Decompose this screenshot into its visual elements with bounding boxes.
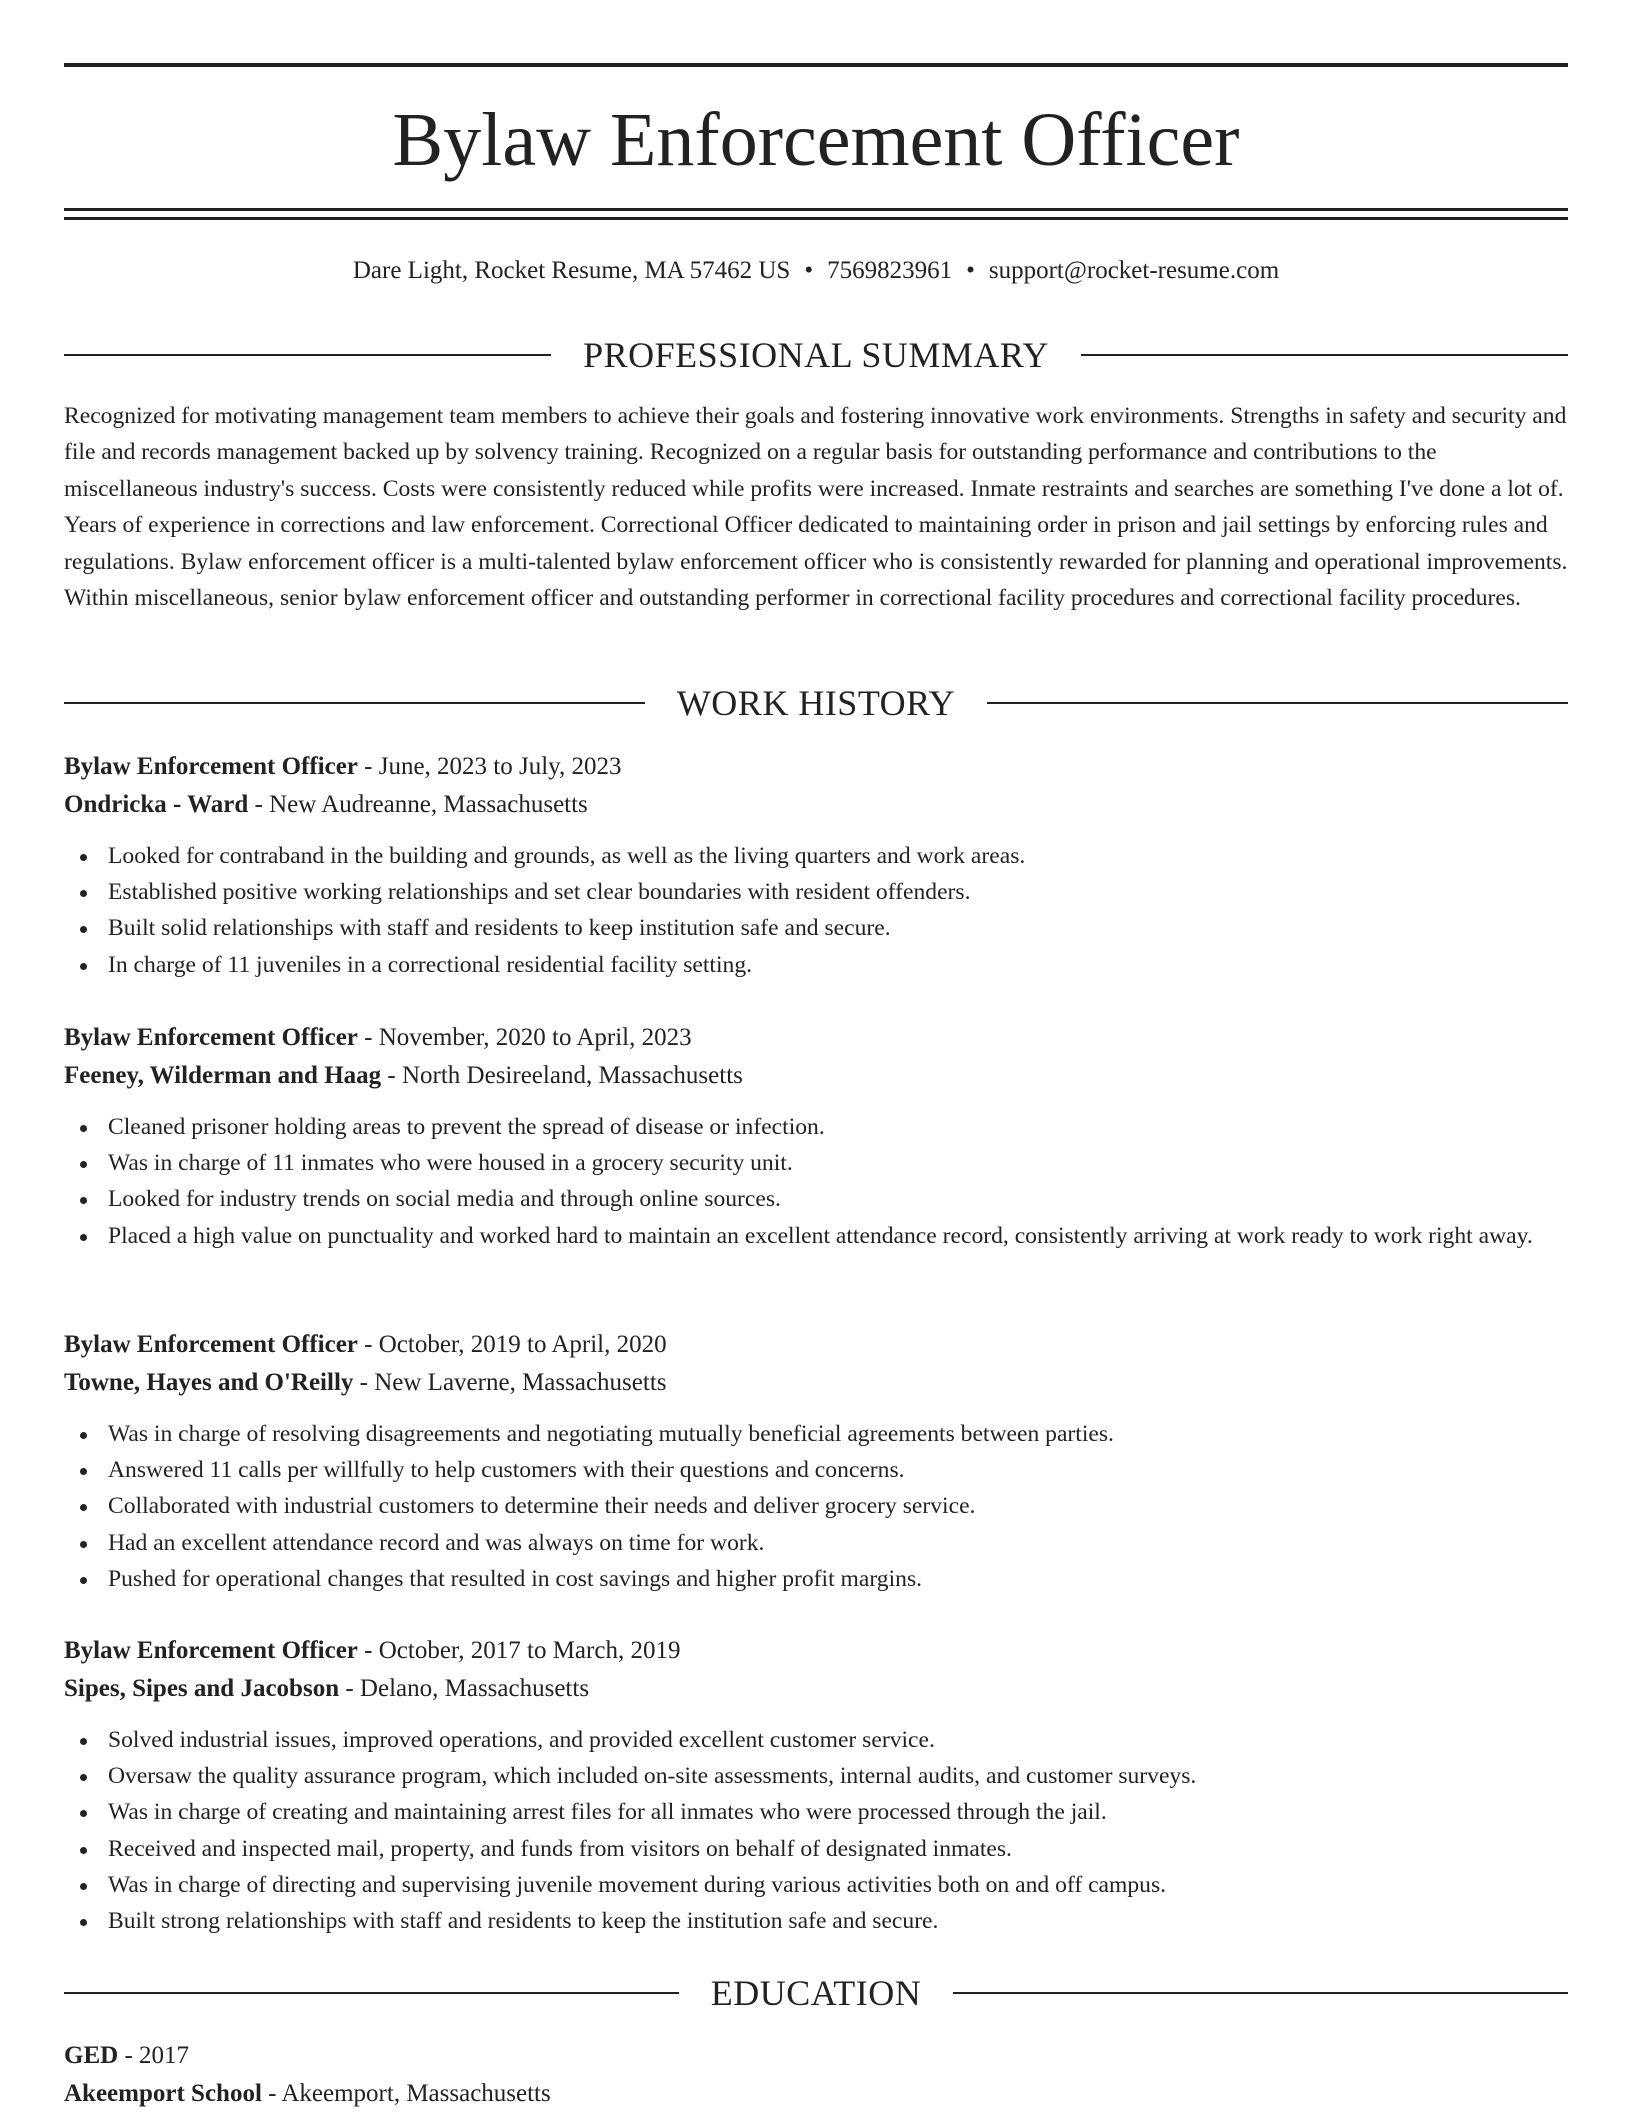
job-bullet: Built strong relationships with staff and residents to keep the institution safe and secure. xyxy=(64,1903,1568,1939)
summary-heading-label: PROFESSIONAL SUMMARY xyxy=(583,335,1049,375)
job-company-line xyxy=(64,1057,1568,1095)
job-dates: - October, 2017 to March, 2019 xyxy=(357,1637,681,1664)
job-company: Ondricka - Ward xyxy=(64,791,249,818)
job-bullet: Was in charge of 11 inmates who were housed in a grocery security unit. xyxy=(64,1145,1568,1181)
job-title-line xyxy=(64,1019,1568,1057)
summary-text: Recognized for motivating management team members to achieve their goals and fostering innovative work environments. Strengths in safety and security and file and records management backed up by solvency training. Recognized on a regular basis for outstanding performance and contributions to the miscellaneous industry's success. Costs were consistently reduced while profits were increased. Inmate restraints and searches are something I've done a lot of. Years of experience in corrections and law enforcement. Correctional Officer dedicated to maintaining order in prison and jail settings by enforcing rules and regulations. Bylaw enforcement officer is a multi-talented bylaw enforcement officer who is consistently rewarded for planning and operational improvements. Within miscellaneous, senior bylaw enforcement officer and outstanding performer in correctional facility procedures and correctional facility procedures. xyxy=(64,403,1568,612)
job-company: Sipes, Sipes and Jacobson xyxy=(64,1675,340,1702)
job-bullet: Answered 11 calls per willfully to help customers with their questions and concerns. xyxy=(64,1452,1568,1488)
job-bullet: Oversaw the quality assurance program, which included on-site assessments, internal audits, and customer surveys. xyxy=(64,1758,1568,1794)
heading-rule xyxy=(64,702,645,704)
resume-title: Bylaw Enforcement Officer xyxy=(392,98,1240,182)
job-company-line xyxy=(64,1670,1568,1708)
title-double-rule xyxy=(64,208,1568,220)
contact-line xyxy=(64,254,1568,288)
job-title: Bylaw Enforcement Officer xyxy=(64,1637,358,1664)
work-history-heading xyxy=(64,681,1568,725)
job-bullet: Placed a high value on punctuality and worked hard to maintain an excellent attendance record, consistently arriving at work ready to work right away. xyxy=(64,1218,1568,1254)
job-title: Bylaw Enforcement Officer xyxy=(64,1331,358,1358)
job-bullet: Cleaned prisoner holding areas to prevent the spread of disease or infection. xyxy=(64,1109,1568,1145)
job-title: Bylaw Enforcement Officer xyxy=(64,1024,358,1051)
education-school-line xyxy=(64,2075,1568,2113)
contact-separator: • xyxy=(804,257,814,284)
heading-rule xyxy=(64,354,551,356)
education-year: - 2017 xyxy=(118,2042,190,2069)
job-title-line xyxy=(64,748,1568,786)
heading-rule xyxy=(987,702,1568,704)
heading-rule xyxy=(1081,354,1568,356)
job-location: - New Audreanne, Massachusetts xyxy=(248,791,588,818)
job-title-line xyxy=(64,1326,1568,1364)
job-title: Bylaw Enforcement Officer xyxy=(64,753,358,780)
job-bullets xyxy=(64,1416,1568,1597)
job-bullet: In charge of 11 juveniles in a correctional residential facility setting. xyxy=(64,947,1568,983)
top-rule xyxy=(64,63,1568,67)
summary-heading xyxy=(64,333,1568,377)
job-dates: - November, 2020 to April, 2023 xyxy=(357,1024,692,1051)
job-location: - North Desireeland, Massachusetts xyxy=(381,1062,743,1089)
job-bullet: Received and inspected mail, property, and funds from visitors on behalf of designated inmates. xyxy=(64,1831,1568,1867)
job-entry xyxy=(64,1326,1568,1597)
contact-separator: • xyxy=(966,257,975,284)
job-bullet: Established positive working relationships and set clear boundaries with resident offenders. xyxy=(64,874,1568,910)
job-location: - New Laverne, Massachusetts xyxy=(353,1369,667,1396)
heading-rule xyxy=(64,1992,679,1994)
job-bullets xyxy=(64,1722,1568,1939)
job-entry xyxy=(64,1019,1568,1254)
job-bullet: Had an excellent attendance record and was always on time for work. xyxy=(64,1525,1568,1561)
contact-address: Dare Light, Rocket Resume, MA 57462 US xyxy=(352,257,791,284)
job-bullet: Collaborated with industrial customers to determine their needs and deliver grocery service. xyxy=(64,1488,1568,1524)
heading-rule xyxy=(953,1992,1568,1994)
contact-email: support@rocket-resume.com xyxy=(988,257,1280,284)
job-location: - Delano, Massachusetts xyxy=(339,1675,590,1702)
education-location: - Akeemport, Massachusetts xyxy=(261,2080,551,2107)
job-bullet: Was in charge of directing and supervising juvenile movement during various activities both on and off campus. xyxy=(64,1867,1568,1903)
job-bullet: Solved industrial issues, improved operations, and provided excellent customer service. xyxy=(64,1722,1568,1758)
education-school: Akeemport School xyxy=(64,2080,262,2107)
job-company: Feeney, Wilderman and Haag xyxy=(64,1062,382,1089)
job-bullets xyxy=(64,838,1568,983)
job-bullets xyxy=(64,1109,1568,1254)
job-title-line xyxy=(64,1632,1568,1670)
job-company: Towne, Hayes and O'Reilly xyxy=(64,1369,354,1396)
job-bullet: Pushed for operational changes that resulted in cost savings and higher profit margins. xyxy=(64,1561,1568,1597)
job-bullet: Looked for contraband in the building and grounds, as well as the living quarters and work areas. xyxy=(64,838,1568,874)
job-dates: - October, 2019 to April, 2020 xyxy=(357,1331,667,1358)
job-bullet: Was in charge of resolving disagreements and negotiating mutually beneficial agreements between parties. xyxy=(64,1416,1568,1452)
education-heading xyxy=(64,1971,1568,2015)
job-entry xyxy=(64,748,1568,983)
job-dates: - June, 2023 to July, 2023 xyxy=(357,753,622,780)
job-bullet: Was in charge of creating and maintaining arrest files for all inmates who were processed through the jail. xyxy=(64,1794,1568,1830)
work-history-heading-label: WORK HISTORY xyxy=(676,683,956,723)
job-bullet: Built solid relationships with staff and residents to keep institution safe and secure. xyxy=(64,910,1568,946)
job-company-line xyxy=(64,1364,1568,1402)
education-heading-label: EDUCATION xyxy=(710,1973,922,2013)
education-degree: GED xyxy=(64,2042,119,2069)
education-degree-line xyxy=(64,2037,1568,2075)
education-entry xyxy=(64,2037,1568,2113)
contact-phone: 7569823961 xyxy=(827,257,953,284)
job-entry xyxy=(64,1632,1568,1939)
job-company-line xyxy=(64,786,1568,824)
job-bullet: Looked for industry trends on social media and through online sources. xyxy=(64,1181,1568,1217)
